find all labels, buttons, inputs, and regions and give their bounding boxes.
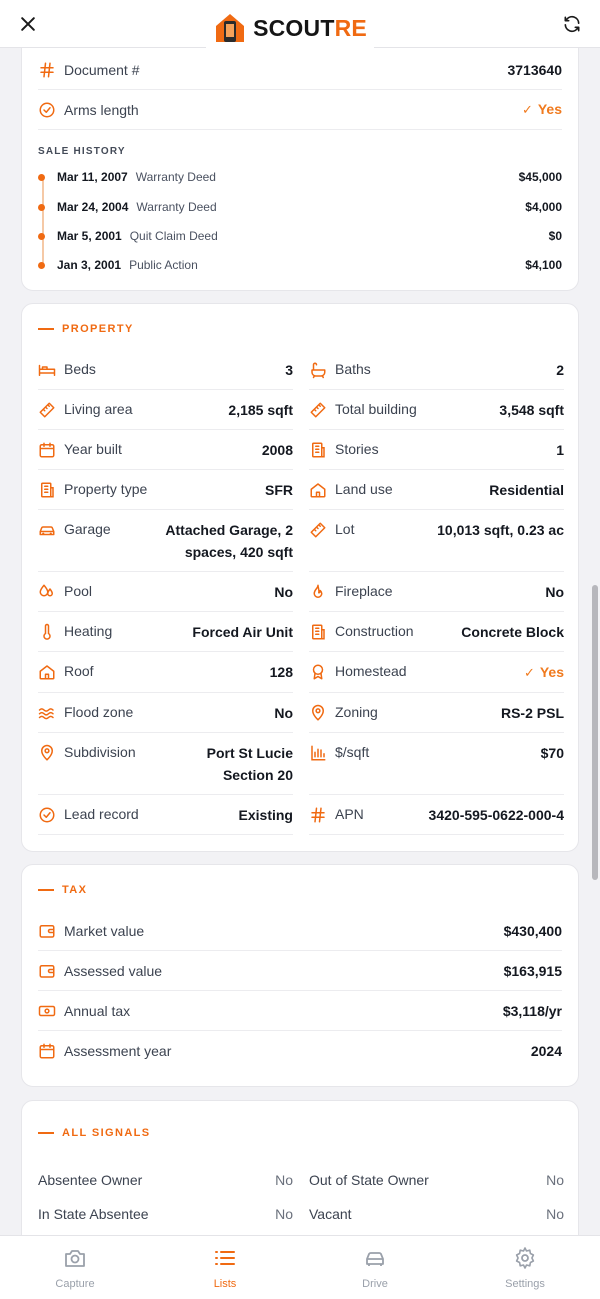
- wallet-icon: [38, 962, 56, 980]
- deed-card: [21, 20, 579, 291]
- nav-label: Capture: [55, 1278, 95, 1290]
- title-dash: [38, 328, 54, 330]
- sale-date: Jan 3, 2001: [57, 258, 122, 272]
- tax-label: Market value: [64, 922, 145, 939]
- building-icon: [309, 441, 327, 459]
- property-field: [309, 470, 564, 510]
- property-value: ✓ Yes: [523, 664, 564, 680]
- sale-item: [38, 255, 562, 275]
- property-value: 3,548 sqft: [499, 402, 564, 418]
- tax-card: [21, 864, 579, 1087]
- calendar-icon: [38, 1042, 56, 1060]
- property-value: Existing: [238, 807, 293, 823]
- app-logo: [206, 0, 374, 56]
- car-icon: [38, 521, 56, 539]
- tax-label: Assessed value: [64, 962, 163, 979]
- signal-value: No: [546, 1206, 564, 1222]
- bed-icon: [38, 361, 56, 379]
- flame-icon: [309, 583, 327, 601]
- camera-icon: [63, 1246, 87, 1270]
- tax-label: Annual tax: [64, 1002, 131, 1019]
- ruler-icon: [309, 401, 327, 419]
- property-label: Lead record: [64, 806, 139, 822]
- calendar-icon: [38, 441, 56, 459]
- check-icon: ✓: [523, 665, 535, 680]
- property-section-title: [38, 323, 134, 335]
- sale-history-title: SALE HISTORY: [38, 146, 126, 157]
- document-row: [38, 50, 562, 90]
- signal-item: [38, 1206, 293, 1222]
- bar-chart-icon: [309, 744, 327, 762]
- property-title-text: PROPERTY: [62, 323, 134, 335]
- signal-value: No: [275, 1206, 293, 1222]
- property-label: Living area: [64, 401, 133, 417]
- property-value: 2,185 sqft: [228, 402, 293, 418]
- property-field: [309, 693, 564, 733]
- sale-item: [38, 197, 562, 217]
- property-label: Subdivision: [64, 744, 136, 760]
- property-field: [38, 390, 293, 430]
- arms-length-row: [38, 90, 562, 130]
- property-field: [38, 572, 293, 612]
- signal-label: Vacant: [309, 1206, 352, 1222]
- property-label: Homestead: [335, 663, 407, 679]
- nav-settings[interactable]: [450, 1236, 600, 1299]
- property-field: [38, 510, 293, 572]
- ruler-icon: [309, 521, 327, 539]
- timeline-dot: [38, 233, 45, 240]
- sale-kind: Warranty Deed: [136, 200, 217, 214]
- sale-kind: Quit Claim Deed: [129, 229, 218, 243]
- hash-icon: [309, 806, 327, 824]
- property-value: 10,013 sqft, 0.23 ac: [437, 522, 564, 538]
- property-field: [309, 733, 564, 795]
- property-label: Roof: [64, 663, 94, 679]
- property-value: No: [545, 584, 564, 600]
- property-field: [38, 693, 293, 733]
- property-label: Garage: [64, 521, 111, 537]
- car-icon: [363, 1246, 387, 1270]
- property-value: SFR: [265, 482, 293, 498]
- map-pin-icon: [38, 744, 56, 762]
- tax-value: $3,118/yr: [502, 1002, 562, 1019]
- signal-value: No: [546, 1172, 564, 1188]
- signal-item: [309, 1172, 564, 1188]
- nav-label: Lists: [213, 1278, 237, 1290]
- property-value: Residential: [489, 482, 564, 498]
- sale-price: $45,000: [518, 170, 562, 184]
- signal-item: [38, 1172, 293, 1188]
- tax-label: Assessment year: [64, 1043, 172, 1059]
- droplets-icon: [38, 583, 56, 601]
- signal-value: No: [275, 1172, 293, 1188]
- check-circle-icon: [38, 806, 56, 824]
- timeline-dot: [38, 174, 45, 181]
- nav-capture[interactable]: [0, 1236, 150, 1299]
- app-header: [0, 0, 600, 48]
- building-icon: [309, 623, 327, 641]
- property-field: [309, 350, 564, 390]
- property-value: 2008: [261, 442, 293, 458]
- nav-label: Settings: [505, 1278, 545, 1290]
- assessment-year-row: [38, 1031, 562, 1071]
- tax-value: 2024: [530, 1043, 562, 1059]
- arms-length-label: Arms length: [64, 101, 139, 118]
- tax-value: $430,400: [503, 922, 562, 939]
- bottom-nav: [0, 1235, 600, 1299]
- property-label: Pool: [64, 583, 93, 599]
- property-label: $/sqft: [335, 744, 370, 760]
- nav-label: Drive: [362, 1278, 388, 1290]
- property-field: [309, 612, 564, 652]
- tax-value: $163,915: [503, 962, 562, 979]
- property-field: [38, 795, 293, 835]
- property-value: No: [274, 584, 293, 600]
- property-value: 3: [285, 362, 293, 378]
- nav-lists[interactable]: [150, 1236, 300, 1299]
- property-value: 3420-595-0622-000-4: [428, 807, 564, 823]
- property-field: [38, 430, 293, 470]
- map-pin-icon: [309, 704, 327, 722]
- property-field: [309, 430, 564, 470]
- sale-price: $4,000: [525, 200, 562, 214]
- property-field: [38, 652, 293, 693]
- signal-label: Out of State Owner: [309, 1172, 429, 1188]
- property-field: [309, 572, 564, 612]
- sale-date: Mar 11, 2007: [57, 170, 128, 184]
- tax-title-text: TAX: [62, 884, 88, 896]
- arms-length-value: ✓ Yes: [521, 101, 562, 117]
- banknote-icon: [38, 1002, 56, 1020]
- property-label: Construction: [335, 623, 414, 639]
- property-label: Property type: [64, 481, 148, 497]
- hash-icon: [38, 61, 56, 79]
- signal-label: Absentee Owner: [38, 1172, 143, 1188]
- title-dash: [38, 889, 54, 891]
- thermometer-icon: [38, 623, 56, 641]
- property-label: Zoning: [335, 704, 378, 720]
- ruler-icon: [38, 401, 56, 419]
- property-label: Lot: [335, 521, 355, 537]
- gear-icon: [513, 1246, 537, 1270]
- property-field: [309, 795, 564, 835]
- property-label: Year built: [64, 441, 122, 457]
- award-icon: [309, 663, 327, 681]
- list-icon: [213, 1246, 237, 1270]
- property-value: Attached Garage, 2 spaces, 420 sqft: [165, 522, 293, 560]
- assessed-value-row: [38, 951, 562, 991]
- property-field: [38, 733, 293, 795]
- property-label: Stories: [335, 441, 379, 457]
- timeline-dot: [38, 262, 45, 269]
- house-phone-logo-icon: [213, 11, 247, 45]
- property-label: APN: [335, 806, 364, 822]
- property-value: RS-2 PSL: [500, 705, 564, 721]
- nav-drive[interactable]: [300, 1236, 450, 1299]
- wallet-icon: [38, 922, 56, 940]
- signal-label: In State Absentee: [38, 1206, 149, 1222]
- property-label: Land use: [335, 481, 393, 497]
- property-value: Port St Lucie Section 20: [206, 745, 293, 783]
- sale-price: $4,100: [525, 258, 562, 272]
- scrollbar[interactable]: [592, 585, 598, 880]
- property-value: $70: [540, 745, 564, 761]
- sale-price: $0: [548, 229, 562, 243]
- property-label: Baths: [335, 361, 371, 377]
- timeline-dot: [38, 204, 45, 211]
- logo-text: SCOUTRE: [253, 14, 367, 41]
- signals-section-title: [38, 1127, 151, 1139]
- property-label: Flood zone: [64, 704, 134, 720]
- home-icon: [309, 481, 327, 499]
- property-value: Concrete Block: [461, 624, 564, 640]
- property-field: [309, 510, 564, 572]
- property-value: Forced Air Unit: [192, 624, 293, 640]
- document-value: 3713640: [507, 61, 562, 78]
- home-icon: [38, 663, 56, 681]
- property-value: 2: [556, 362, 564, 378]
- property-field: [309, 390, 564, 430]
- close-icon: [18, 14, 38, 34]
- property-label: Total building: [335, 401, 417, 417]
- property-field: [38, 612, 293, 652]
- property-field: [309, 652, 564, 693]
- title-dash: [38, 1132, 54, 1134]
- property-field: [38, 470, 293, 510]
- waves-icon: [38, 704, 56, 722]
- property-label: Fireplace: [335, 583, 393, 599]
- property-value: 128: [269, 664, 293, 680]
- property-label: Beds: [64, 361, 96, 377]
- tax-section-title: [38, 884, 87, 896]
- refresh-button[interactable]: [560, 12, 584, 36]
- close-button[interactable]: [16, 12, 40, 36]
- sale-item: [38, 226, 562, 246]
- document-label: Document #: [64, 61, 140, 78]
- annual-tax-row: [38, 991, 562, 1031]
- sale-kind: Public Action: [129, 258, 198, 272]
- property-card: [21, 303, 579, 852]
- sale-date: Mar 5, 2001: [57, 229, 122, 243]
- property-field: [38, 350, 293, 390]
- sale-kind: Warranty Deed: [135, 170, 216, 184]
- property-label: Heating: [64, 623, 113, 639]
- signal-item: [309, 1206, 564, 1222]
- check-icon: ✓: [521, 102, 533, 117]
- check-circle-icon: [38, 101, 56, 119]
- property-value: No: [274, 705, 293, 721]
- market-value-row: [38, 911, 562, 951]
- refresh-icon: [562, 14, 582, 34]
- timeline-line: [42, 179, 44, 267]
- property-value: 1: [556, 442, 564, 458]
- sale-date: Mar 24, 2004: [57, 200, 129, 214]
- signals-title-text: ALL SIGNALS: [62, 1127, 151, 1139]
- sale-item: [38, 167, 562, 187]
- signals-card: [21, 1100, 579, 1235]
- bath-icon: [309, 361, 327, 379]
- building-icon: [38, 481, 56, 499]
